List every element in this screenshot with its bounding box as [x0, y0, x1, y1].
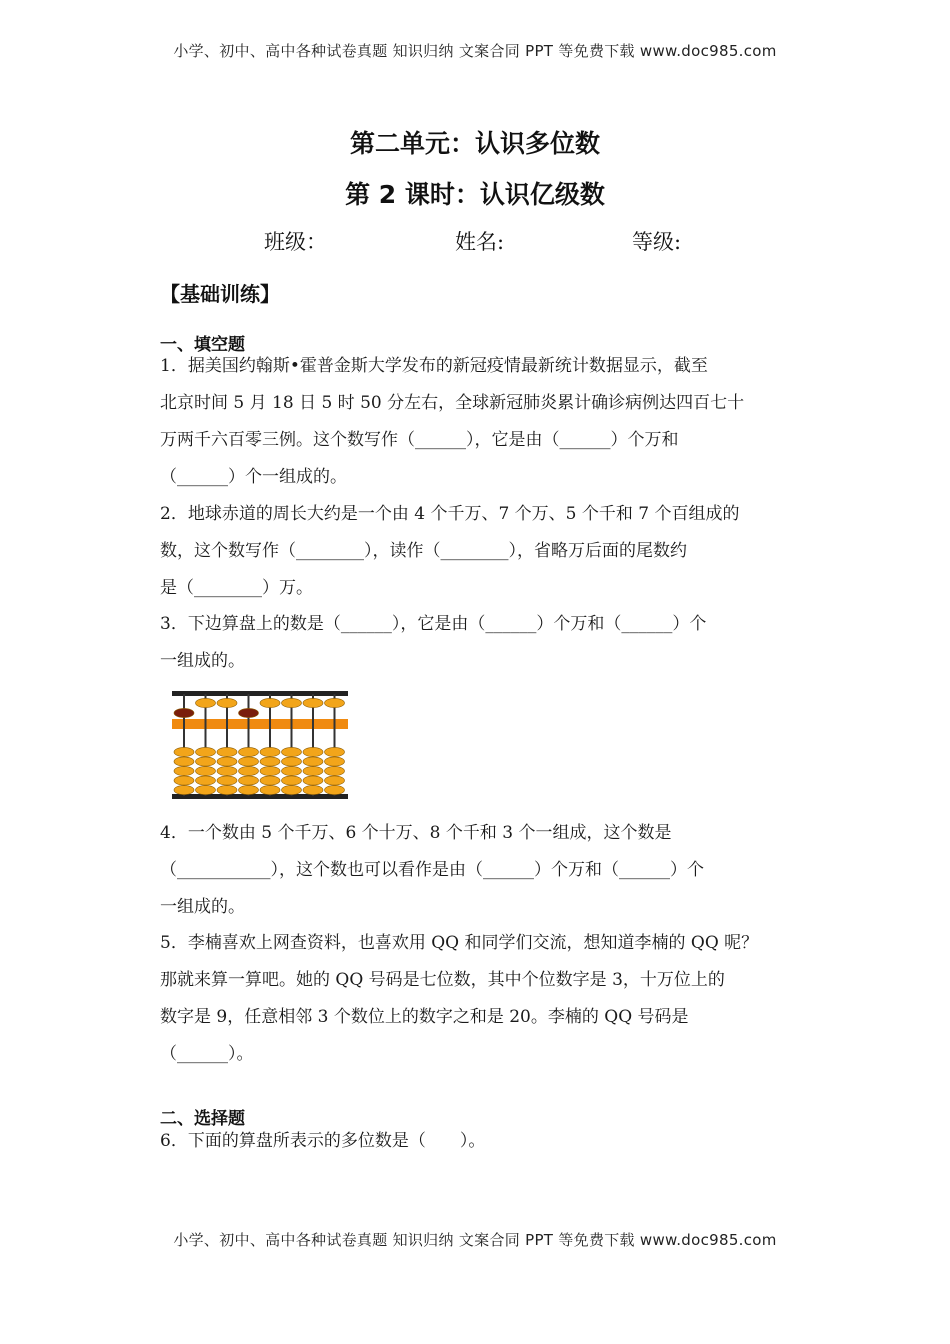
abacus-upper-bead: [217, 698, 237, 707]
question-5: [160, 925, 800, 1073]
question-line: 北京时间 5 月 18 日 5 时 50 分左右，全球新冠肺炎累计确诊病例达四百七十: [160, 393, 745, 413]
abacus-lower-bead: [325, 747, 345, 756]
question-2: [160, 496, 800, 607]
abacus-upper-bead: [174, 708, 194, 717]
abacus-lower-bead: [217, 747, 237, 756]
abacus-lower-bead: [325, 757, 345, 766]
abacus-lower-bead: [260, 766, 280, 775]
abacus-lower-bead: [174, 785, 194, 794]
abacus-upper-bead: [282, 698, 302, 707]
basic-training-heading: 【基础训练】: [160, 282, 280, 306]
abacus-image: [170, 688, 350, 802]
abacus-upper-bead: [303, 698, 323, 707]
question-6: [160, 1123, 800, 1160]
fill-in-section-heading: 一、填空题: [160, 335, 245, 355]
question-line: （______）个一组成的。: [160, 467, 347, 487]
abacus-lower-bead: [260, 757, 280, 766]
question-line: 那就来算一算吧。她的 QQ 号码是七位数，其中个位数字是 3，十万位上的: [160, 970, 725, 990]
abacus-beads: [174, 698, 345, 794]
abacus-top-bar: [172, 691, 348, 696]
abacus-lower-bead: [303, 785, 323, 794]
question-line: 5．李楠喜欢上网查资料，也喜欢用 QQ 和同学们交流，想知道李楠的 QQ 呢？: [160, 933, 759, 953]
abacus-lower-bead: [196, 747, 216, 756]
abacus-lower-bead: [174, 757, 194, 766]
question-line: 2．地球赤道的周长大约是一个由 4 个千万、7 个万、5 个千和 7 个百组成的: [160, 504, 740, 524]
abacus-lower-bead: [260, 747, 280, 756]
abacus-lower-bead: [239, 766, 259, 775]
abacus-upper-bead: [239, 708, 259, 717]
abacus-lower-bead: [239, 776, 259, 785]
abacus-lower-bead: [196, 776, 216, 785]
abacus-lower-bead: [217, 776, 237, 785]
question-1: [160, 348, 800, 496]
abacus-lower-bead: [282, 785, 302, 794]
abacus-lower-bead: [196, 766, 216, 775]
abacus-lower-bead: [217, 785, 237, 794]
question-line: 是（________）万。: [160, 578, 313, 598]
abacus-lower-bead: [196, 785, 216, 794]
abacus-lower-bead: [239, 747, 259, 756]
abacus-lower-bead: [217, 757, 237, 766]
abacus-lower-bead: [325, 766, 345, 775]
abacus-lower-bead: [174, 766, 194, 775]
choice-section-heading: 二、选择题: [160, 1109, 245, 1129]
abacus-upper-bead: [196, 698, 216, 707]
name-label: 姓名:: [455, 230, 505, 254]
abacus-upper-bead: [260, 698, 280, 707]
abacus-lower-bead: [325, 785, 345, 794]
abacus-lower-bead: [282, 766, 302, 775]
abacus-lower-bead: [282, 757, 302, 766]
abacus-lower-bead: [282, 747, 302, 756]
abacus-lower-bead: [196, 757, 216, 766]
question-line: 数，这个数写作（________），读作（________），省略万后面的尾数约: [160, 541, 687, 561]
class-label: 班级：: [264, 230, 327, 254]
abacus-lower-bead: [325, 776, 345, 785]
abacus-lower-bead: [303, 776, 323, 785]
question-line: （______）。: [160, 1044, 254, 1064]
question-line: （___________），这个数也可以看作是由（______）个万和（______）个: [160, 860, 704, 880]
question-line: 万两千六百零三例。这个数写作（______），它是由（______）个万和: [160, 430, 679, 450]
question-line: 一组成的。: [160, 897, 245, 917]
unit-title: 第二单元：认识多位数: [349, 129, 600, 158]
question-line: 4．一个数由 5 个千万、6 个十万、8 个千和 3 个一组成，这个数是: [160, 823, 672, 843]
abacus-lower-bead: [260, 776, 280, 785]
question-line: 3．下边算盘上的数是（______），它是由（______）个万和（______）个: [160, 614, 707, 634]
page-header: 小学、初中、高中各种试卷真题 知识归纳 文案合同 PPT 等免费下载 www.doc985.com: [173, 42, 777, 60]
abacus-bottom-bar: [172, 794, 348, 799]
abacus-beam: [172, 719, 348, 729]
lesson-title: 第 2 课时：认识亿级数: [345, 180, 605, 209]
abacus-lower-bead: [174, 747, 194, 756]
question-line: 一组成的。: [160, 651, 245, 671]
grade-label: 等级:: [632, 230, 682, 254]
question-4: [160, 815, 800, 926]
question-line: 1．据美国约翰斯•霍普金斯大学发布的新冠疫情最新统计数据显示，截至: [160, 356, 708, 376]
abacus-lower-bead: [303, 757, 323, 766]
question-3: [160, 606, 800, 680]
abacus-lower-bead: [217, 766, 237, 775]
page-footer: 小学、初中、高中各种试卷真题 知识归纳 文案合同 PPT 等免费下载 www.doc985.com: [173, 1231, 777, 1249]
abacus-lower-bead: [303, 747, 323, 756]
abacus-lower-bead: [239, 785, 259, 794]
abacus-lower-bead: [260, 785, 280, 794]
question-line: 数字是 9，任意相邻 3 个数位上的数字之和是 20。李楠的 QQ 号码是: [160, 1007, 689, 1027]
question-line: 6．下面的算盘所表示的多位数是（ ）。: [160, 1131, 486, 1151]
abacus-lower-bead: [239, 757, 259, 766]
abacus-upper-bead: [325, 698, 345, 707]
abacus-lower-bead: [282, 776, 302, 785]
abacus-lower-bead: [303, 766, 323, 775]
abacus-lower-bead: [174, 776, 194, 785]
